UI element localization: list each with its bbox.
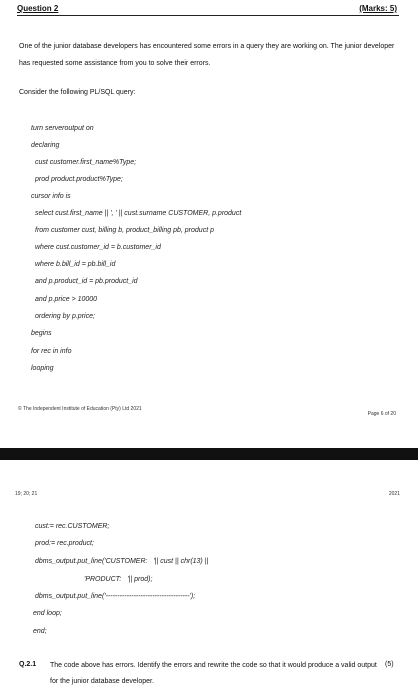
document-page-2	[0, 460, 418, 700]
code-line: and p.product_id = pb.product_id	[35, 278, 138, 285]
code-line: from customer cust, billing b, product_billing pb, product p	[35, 227, 214, 234]
code-line: prod:= rec.product;	[35, 540, 94, 547]
code-line: prod product.product%Type;	[35, 176, 123, 183]
code-line: where b.bill_id = pb.bill_id	[35, 261, 116, 268]
question-number: Q.2.1	[19, 661, 37, 668]
code-line: begins	[31, 330, 52, 337]
question-header	[17, 4, 399, 16]
copyright-footer: © The Independent Institute of Education (Pty) Ltd 2021	[18, 406, 142, 412]
code-line: cursor info is	[31, 193, 71, 200]
question-text: The code above has errors. Identify the errors and rewrite the code so that it would produce a valid output for the junior database developer.	[50, 662, 377, 685]
intro-paragraph: One of the junior database developers has encountered some errors in a query they are working on. The junior developer has requested some assistance from you to solve their errors.	[19, 43, 395, 67]
page-separator	[0, 448, 418, 460]
code-line: cust:= rec.CUSTOMER;	[35, 523, 110, 530]
page-number: Page 6 of 20	[367, 411, 396, 417]
code-line: ordering by p.price;	[35, 313, 95, 320]
question-marks: (Marks: 5)	[359, 4, 397, 13]
page2-header-right: 2021	[388, 491, 400, 497]
code-line: where cust.customer_id = b.customer_id	[35, 244, 161, 251]
code-line: looping	[31, 365, 54, 372]
code-line: dbms_output.put_line('CUSTOMER: '|| cust || chr(13) ||	[35, 558, 209, 565]
code-line: dbms_output.put_line('------------------------------------');	[35, 593, 196, 600]
code-line: end loop;	[33, 610, 62, 617]
consider-text: Consider the following PL/SQL query:	[19, 89, 136, 96]
code-line: select cust.first_name || ', ' || cust.surname CUSTOMER, p.product	[35, 210, 242, 217]
code-line: declaring	[31, 142, 60, 149]
code-line: 'PRODUCT: '|| prod);	[84, 576, 153, 583]
code-line: cust customer.first_name%Type;	[35, 159, 137, 166]
question-title: Question 2	[17, 4, 59, 13]
code-line: and p.price > 10000	[35, 296, 98, 303]
code-line: turn serveroutput on	[31, 125, 94, 132]
code-line: end;	[33, 628, 47, 635]
page2-header-left: 19; 20; 21	[15, 491, 38, 497]
question-marks-value: (5)	[385, 661, 394, 668]
code-line: for rec in info	[31, 348, 72, 355]
